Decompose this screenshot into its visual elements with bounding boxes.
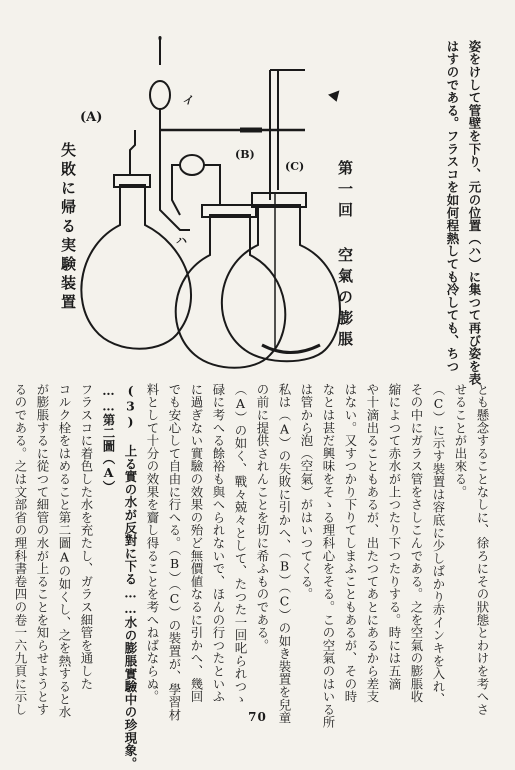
body-line: は管から泡（空氣）がはいつてくる。 [299,383,314,601]
label-c: (C) [285,160,305,173]
body-line: や十滴出ることもあるが、出たつてあとにあるから差支 [365,383,380,703]
body-line: その中にガラス管をさしこんである。之を空氣の膨脹收 [409,383,424,703]
label-b: (B) [235,148,255,161]
body-line: 碌に考へる餘裕も與へられないで、ほんの行つたといふ [211,383,226,703]
body-line: るのである。之は文部省の理科書卷四の卷一六九頁に示し [13,383,28,716]
caption-main: 第一回 空氣の膨脹 [336,160,354,352]
body-line: 私は（A）の失敗に引かへ、（B）（C）の如き裝置を兒童 [277,383,292,724]
body-line: （C）に示す裝置は容底に少しばかり赤インキを入れ、 [431,383,446,706]
body-line: せることが出來る。 [453,383,468,499]
body-line: 料として十分の效果を齎し得ることを考へねばならぬ。 [145,383,160,703]
caption-a: 失敗に帰る実験装置 [59,142,77,313]
body-line: （A）の如く、戰々兢々として、たつた一回叱られつゝ [233,383,248,706]
label-ha: ハ [176,234,187,247]
body-line: の前に提供されんことを切に希ふものである。 [255,383,270,652]
section-heading: (3) 上る實の水が反對に下る……水の膨脹實驗中の珍現象。 [123,383,138,770]
body-line: が膨脹するに從つて細管の水が上ることを知らせようとす [35,383,50,716]
page-number: 70 [248,710,267,724]
section-subheading: ……第二圖（A） [101,383,116,494]
body-line: とも懸念することなしに、徐ろにその狀態とわけを考へさ [475,383,490,716]
body-line: 縮によつて赤水が上つたり下つたりする。時には五滴 [387,383,402,691]
top-text-line: はすのである。フラスコを如何程熱しても冷しても、ちつ [445,40,460,373]
top-text-line: 姿をけして管壁を下り、元の位置（ハ）に集つて再び姿を表 [467,40,482,386]
body-line: コルク栓をはめること第二圖Aの如くし、之を熱すると水 [57,383,72,719]
body-line: に過ぎない實驗の效果の殆ど無價値なるに引かへ、幾回 [189,383,204,703]
label-i: イ [182,94,193,107]
body-line: でも安心して自由に行へる。（B）（C）の裝置が、學習材 [167,383,182,722]
label-a: (A) [80,110,103,125]
body-line: フラスコに着色した水を充たし、ガラス細管を通した [79,383,94,691]
body-line: はない。又すつかり下りてしまふこともあるが、その時 [343,383,358,703]
body-line: なとは甚だ興味をそゝる理科心をそる。この空氣のはいる所 [321,383,336,729]
